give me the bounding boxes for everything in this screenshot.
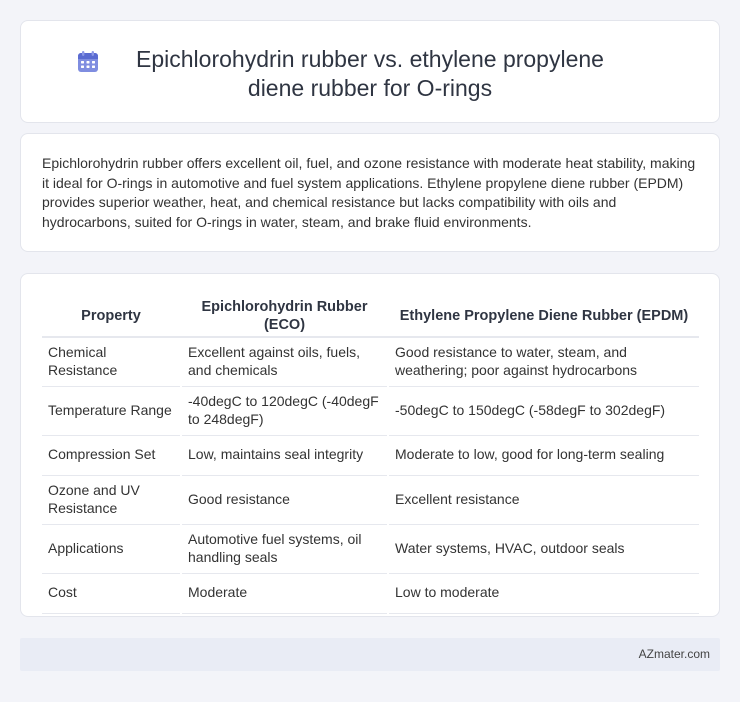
table-header-row (42, 295, 699, 337)
table-cell: Ozone and UV Resistance (42, 475, 181, 524)
description-text: Epichlorohydrin rubber offers excellent oil, fuel, and ozone resistance with moderate heat stability, making it ideal for O-rings in automotive and fuel system applications. Ethylene propylene diene rubber (EPDM) provides superior weather, heat, and chemical resistance but lacks compatibility with oils and hydrocarbons, suited for O-rings in water, steam, and brake fluid environments. (42, 155, 696, 230)
table-row (42, 435, 699, 475)
description-card (20, 133, 720, 252)
table-cell: Moderate to low, good for long-term sealing (388, 435, 699, 475)
table-row (42, 524, 699, 573)
table-cell: Excellent resistance (388, 475, 699, 524)
table-cell: Temperature Range (42, 386, 181, 435)
comparison-table-card (20, 273, 720, 617)
table-row (42, 573, 699, 613)
table-header-cell: Epichlorohydrin Rubber (ECO) (181, 295, 388, 337)
table-header-cell: Ethylene Propylene Diene Rubber (EPDM) (388, 295, 699, 337)
table-cell: Applications (42, 524, 181, 573)
table-cell: Good resistance (181, 475, 388, 524)
table-cell: Water systems, HVAC, outdoor seals (388, 524, 699, 573)
page-title: Epichlorohydrin rubber vs. ethylene propylene diene rubber for O-rings (136, 46, 604, 101)
table-cell: Low to moderate (388, 573, 699, 613)
footer-brand: AZmater.com (638, 647, 710, 661)
table-cell: Compression Set (42, 435, 181, 475)
table-row (42, 337, 699, 386)
table-cell: Cost (42, 573, 181, 613)
title-card (20, 20, 720, 123)
table-cell: -40degC to 120degC (-40degF to 248degF) (181, 386, 388, 435)
table-header-cell: Property (42, 295, 181, 337)
comparison-table (42, 295, 699, 614)
table-cell: Good resistance to water, steam, and weathering; poor against hydrocarbons (388, 337, 699, 386)
table-cell: -50degC to 150degC (-58degF to 302degF) (388, 386, 699, 435)
table-cell: Low, maintains seal integrity (181, 435, 388, 475)
table-row (42, 386, 699, 435)
table-cell: Chemical Resistance (42, 337, 181, 386)
table-cell: Moderate (181, 573, 388, 613)
table-cell: Automotive fuel systems, oil handling seals (181, 524, 388, 573)
table-cell: Excellent against oils, fuels, and chemicals (181, 337, 388, 386)
table-row (42, 475, 699, 524)
footer-bar (20, 638, 720, 671)
